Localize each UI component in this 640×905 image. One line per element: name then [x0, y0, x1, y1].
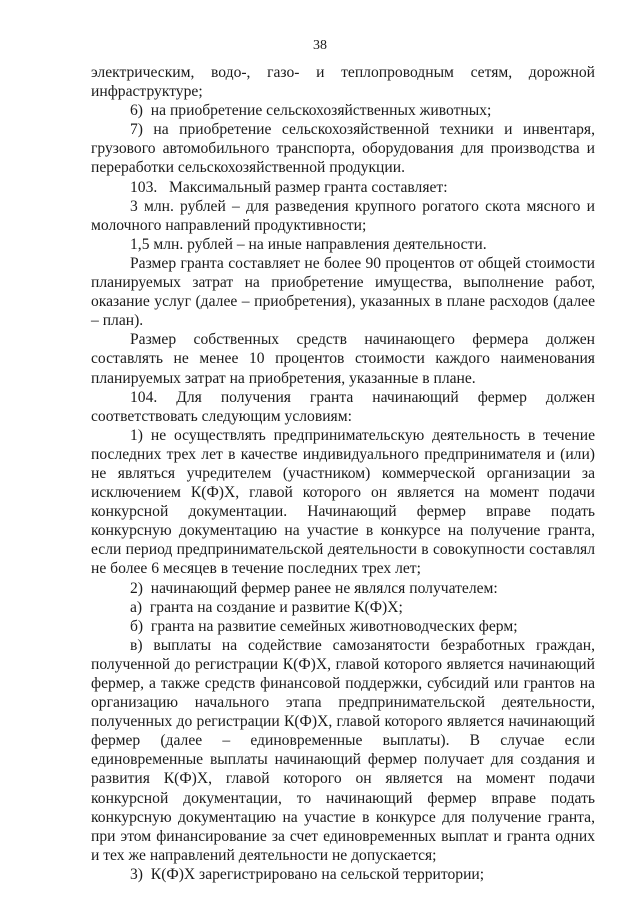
- paragraph-clause-103: 103. Максимальный размер гранта составляет:: [130, 178, 448, 196]
- paragraph-grant-1-5mln: 1,5 млн. рублей – на иные направления деятельности.: [130, 235, 487, 253]
- paragraph-condition-2: 2) начинающий фермер ранее не являлся получателем:: [130, 579, 498, 597]
- paragraph-item-7: 7) на приобретение сельскохозяйственной техники и инвентаря, грузового автомобильного транспорта, оборудования для производства и переработки сельскохозяйственной продукции.: [91, 121, 595, 177]
- paragraph-condition-2b: б) гранта на развитие семейных животноводческих ферм;: [130, 617, 518, 635]
- paragraph-own-funds: Размер собственных средств начинающего фермера должен составлять не менее 10 процентов стоимости каждого наименования планируемых затрат на приобретения, указанные в плане.: [91, 331, 595, 387]
- paragraph-condition-2v: в) выплаты на содействие самозанятости безработных граждан, полученной до регистрации К(Ф)Х, главой которого является начинающий фермер, а также средств финансовой поддержки, субсидий или грантов на организацию начального этапа предпринимательской деятельности, полученных до регистрации К(Ф)Х, главой которого является начинающий фермер (далее – единовременные выплаты). В случае если единовременные выплаты начинающий фермер получает для создания и развития К(Ф)Х, главой которого он является на момент подачи конкурсной документации, то начинающий фермер вправе подать конкурсную документацию на участие в конкурсе для получение гранта, при этом финансирование за счет единовременных выплат и гранта одних и тех же направлений деятельности не допускается;: [91, 636, 595, 864]
- paragraph-condition-1: 1) не осуществлять предпринимательскую деятельность в течение последних трех лет в качестве индивидуального предпринимателя и (или) не являться учредителем (участником) коммерческой организации за исключением К(Ф)Х, главой которого он является на момент подачи конкурсной документации. Начинающий фермер вправе подать конкурсную документацию на участие в конкурсе на получение гранта, если период предпринимательской деятельности в совокупности составлял не более 6 месяцев в течение последних трех лет;: [91, 426, 595, 578]
- paragraph-grant-3mln: 3 млн. рублей – для разведения крупного рогатого скота мясного и молочного направлений продуктивности;: [91, 197, 595, 234]
- page-number: 38: [313, 38, 327, 53]
- paragraph-grant-size: Размер гранта составляет не более 90 процентов от общей стоимости планируемых затрат на приобретение имущества, выполнение работ, оказание услуг (далее – приобретения), указанных в плане расходов (далее – план).: [91, 254, 595, 330]
- paragraph-clause-104: 104. Для получения гранта начинающий фермер должен соответствовать следующим условиям:: [91, 388, 595, 425]
- paragraph-infrastructure-continuation: электрическим, водо-, газо- и теплопроводным сетям, дорожной инфраструктуре;: [91, 64, 595, 101]
- paragraph-item-6: 6) на приобретение сельскохозяйственных животных;: [130, 102, 492, 120]
- paragraph-condition-2a: а) гранта на создание и развитие К(Ф)Х;: [130, 598, 403, 616]
- body-text: [91, 63, 595, 884]
- paragraph-condition-3: 3) К(Ф)Х зарегистрировано на сельской территории;: [130, 865, 485, 883]
